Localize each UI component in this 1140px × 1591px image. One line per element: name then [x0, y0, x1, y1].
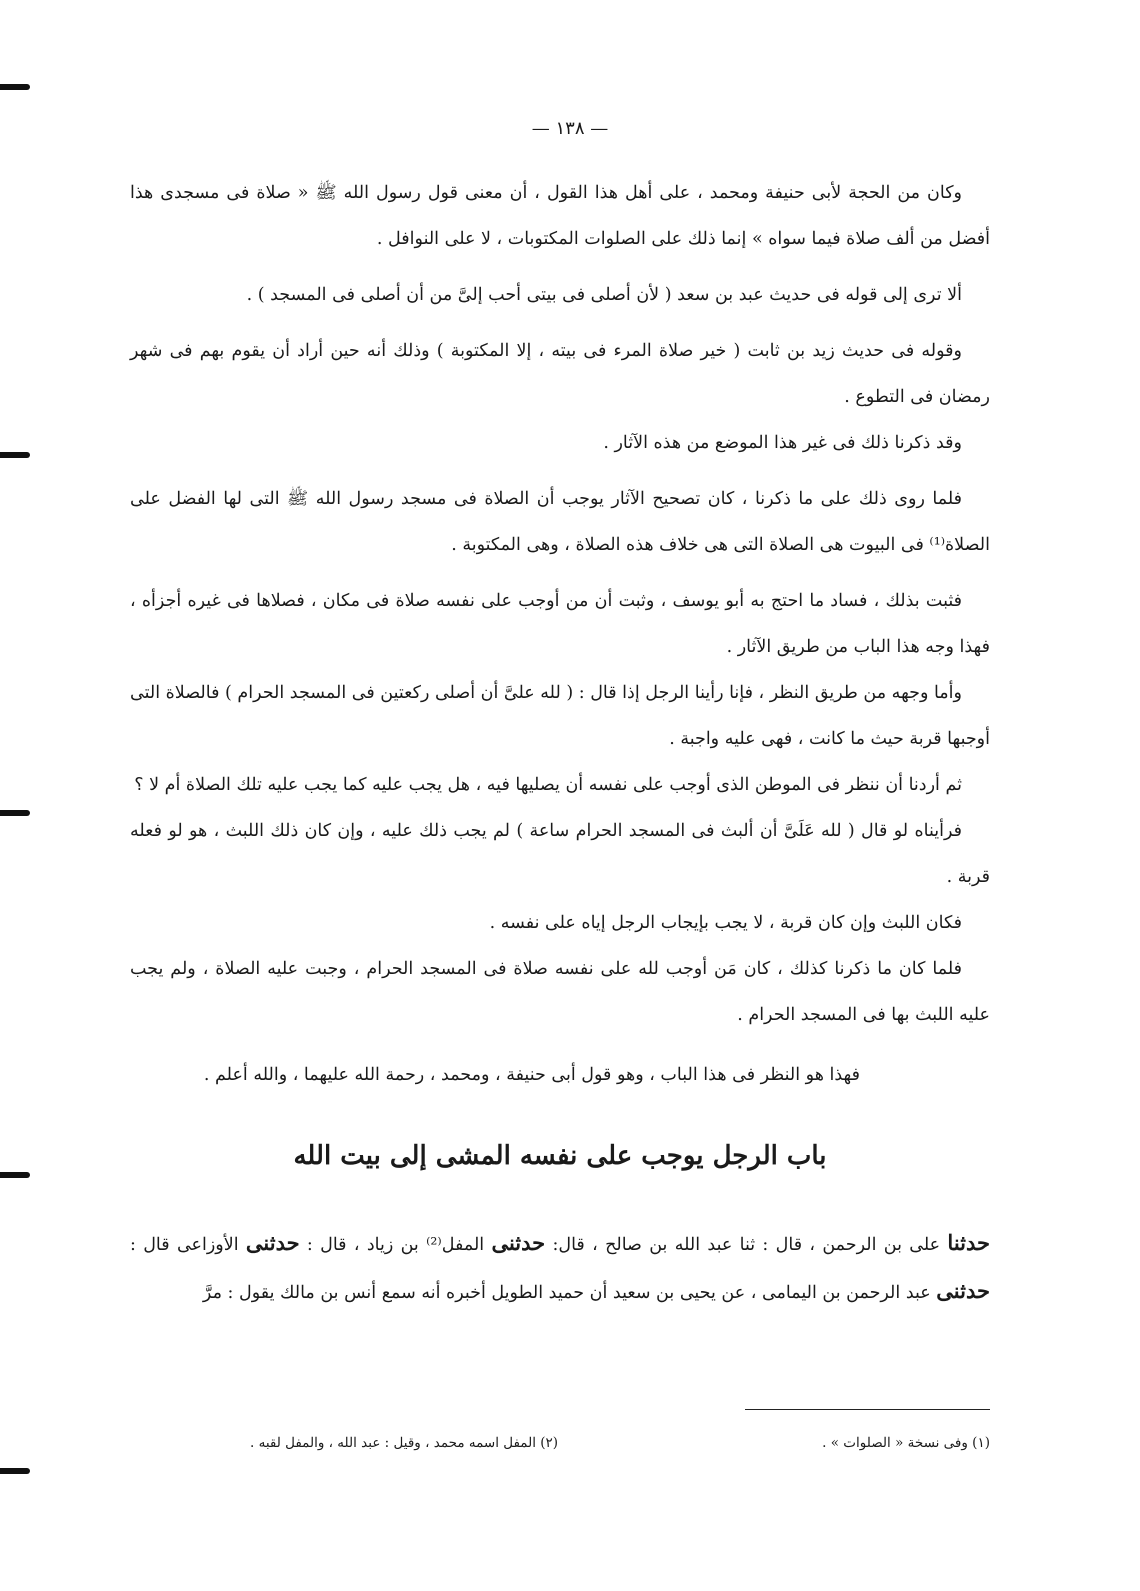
footnote: (١) وفى نسخة « الصلوات » .	[822, 1435, 990, 1451]
hadith-text: عبد الرحمن بن اليمامى ، عن يحيى بن سعيد أن حميد الطويل أخبره أنه سمع أنس بن مالك يقول : مرَّ	[202, 1283, 937, 1303]
hadith-text: المفل⁽²⁾ بن زياد ، قال :	[299, 1235, 492, 1255]
footnote-divider	[745, 1409, 990, 1410]
margin-mark	[0, 810, 30, 816]
paragraph: وأما وجهه من طريق النظر ، فإنا رأينا الرجل إذا قال : ( لله علىَّ أن أصلى ركعتين فى المسجد الحرام ) فالصلاة التى أوجبها قربة حيث ما كانت ، فهى عليه واجبة .	[130, 683, 990, 749]
paragraph: ألا ترى إلى قوله فى حديث عبد بن سعد ( لأن أصلى فى بيتى أحب إلىَّ من أن أصلى فى المسجد ) .	[246, 285, 962, 305]
margin-mark	[0, 84, 30, 90]
paragraph: فلما كان ما ذكرنا كذلك ، كان مَن أوجب لله على نفسه صلاة فى المسجد الحرام ، وجبت عليه الصلاة ، ولم يجب عليه اللبث بها فى المسجد الحرام .	[130, 959, 990, 1025]
page-number: — ١٣٨ —	[531, 118, 609, 139]
hadith-text: على بن الرحمن ، قال : ثنا عبد الله بن صالح ، قال:	[545, 1235, 948, 1255]
chapter-title: باب الرجل يوجب على نفسه المشى إلى بيت الله	[293, 1141, 827, 1171]
narration-keyword: حدثنى	[936, 1278, 990, 1303]
narration-keyword: حدثنا	[947, 1230, 991, 1255]
paragraph: فلما روى ذلك على ما ذكرنا ، كان تصحيح الآثار يوجب أن الصلاة فى مسجد رسول الله ﷺ التى لها الفضل على الصلاة⁽¹⁾ فى البيوت هى الصلاة التى هى خلاف هذه الصلاة ، وهى المكتوبة .	[130, 489, 990, 555]
paragraph: ثم أردنا أن ننظر فى الموطن الذى أوجب على نفسه أن يصليها فيه ، هل يجب عليه كما يجب عليه تلك الصلاة أم لا ؟	[134, 775, 962, 795]
main-text	[130, 170, 990, 1316]
hadith-text: الأوزاعى قال :	[130, 1235, 246, 1255]
paragraph: وقوله فى حديث زيد بن ثابت ( خير صلاة المرء فى بيته ، إلا المكتوبة ) وذلك أنه حين أراد أن يقوم بهم فى شهر رمضان فى التطوع .	[130, 341, 990, 407]
paragraph: فثبت بذلك ، فساد ما احتج به أبو يوسف ، وثبت أن من أوجب على نفسه صلاة فى مكان ، فصلاها فى غيره أجزأه ، فهذا وجه هذا الباب من طريق الآثار .	[130, 591, 990, 657]
hadith-paragraph	[130, 1220, 990, 1316]
margin-mark	[0, 1468, 30, 1474]
footnote: (٢) المفل اسمه محمد ، وقيل : عبد الله ، والمفل لقبه .	[250, 1435, 559, 1451]
narration-keyword: حدثنى	[245, 1230, 300, 1255]
paragraph: وكان من الحجة لأبى حنيفة ومحمد ، على أهل هذا القول ، أن معنى قول رسول الله ﷺ « صلاة فى مسجدى هذا أفضل من ألف صلاة فيما سواه » إنما ذلك على الصلوات المكتوبات ، لا على النوافل .	[130, 183, 990, 249]
paragraph: فرأيناه لو قال ( لله عَلَىَّ أن ألبث فى المسجد الحرام ساعة ) لم يجب ذلك عليه ، وإن كان ذلك اللبث ، هو لو فعله قربة .	[130, 821, 990, 887]
paragraph: وقد ذكرنا ذلك فى غير هذا الموضع من هذه الآثار .	[603, 433, 962, 453]
closing-paragraph: فهذا هو النظر فى هذا الباب ، وهو قول أبى حنيفة ، ومحمد ، رحمة الله عليهما ، والله أعلم .	[203, 1065, 860, 1085]
narration-keyword: حدثنى	[491, 1230, 546, 1255]
margin-mark	[0, 452, 30, 458]
paragraph: فكان اللبث وإن كان قربة ، لا يجب بإيجاب الرجل إياه على نفسه .	[489, 913, 962, 933]
margin-mark	[0, 1172, 30, 1178]
footnotes	[250, 1435, 990, 1451]
